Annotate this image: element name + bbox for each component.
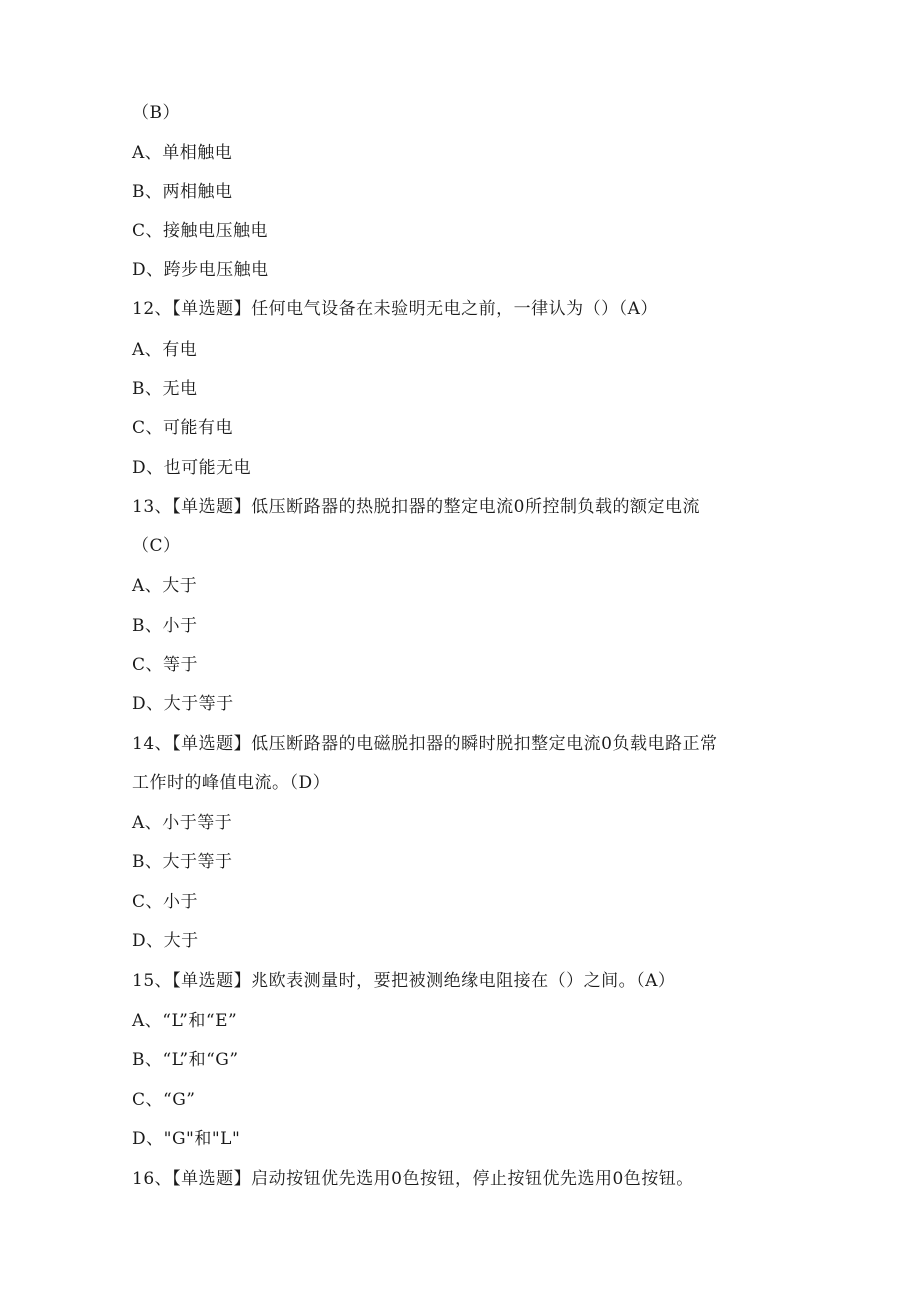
option-b: B、小于 [132, 616, 198, 636]
option-c: C、接触电压触电 [132, 221, 269, 241]
question-15: 15、【单选题】兆欧表测量时，要把被测绝缘电阻接在（）之间。（A） [132, 971, 676, 991]
option-a: A、有电 [132, 340, 198, 360]
option-b: B、两相触电 [132, 182, 233, 202]
option-d: D、跨步电压触电 [132, 260, 269, 280]
option-d: D、大于等于 [132, 694, 234, 714]
option-c: C、“G” [132, 1090, 196, 1110]
option-a: A、单相触电 [132, 143, 233, 163]
option-a: A、“L”和“E” [132, 1011, 238, 1031]
answer-line: （B） [132, 103, 180, 123]
option-b: B、“L”和“G” [132, 1050, 239, 1070]
option-b: B、大于等于 [132, 852, 233, 872]
question-12: 12、【单选题】任何电气设备在未验明无电之前，一律认为（）（A） [132, 299, 658, 319]
option-a: A、小于等于 [132, 813, 233, 833]
question-14-continued: 工作时的峰值电流。（D） [132, 773, 331, 793]
question-13-answer: （C） [132, 536, 181, 556]
option-c: C、等于 [132, 655, 199, 675]
option-d: D、"G"和"L" [132, 1129, 241, 1149]
question-13: 13、【单选题】低压断路器的热脱扣器的整定电流0所控制负载的额定电流 [132, 497, 700, 517]
question-14: 14、【单选题】低压断路器的电磁脱扣器的瞬时脱扣整定电流0负载电路正常 [132, 734, 718, 754]
option-b: B、无电 [132, 379, 198, 399]
option-d: D、大于 [132, 931, 199, 951]
option-c: C、小于 [132, 892, 199, 912]
option-a: A、大于 [132, 576, 198, 596]
question-16: 16、【单选题】启动按钮优先选用0色按钮，停止按钮优先选用0色按钮。 [132, 1169, 694, 1189]
option-c: C、可能有电 [132, 418, 234, 438]
option-d: D、也可能无电 [132, 458, 252, 478]
